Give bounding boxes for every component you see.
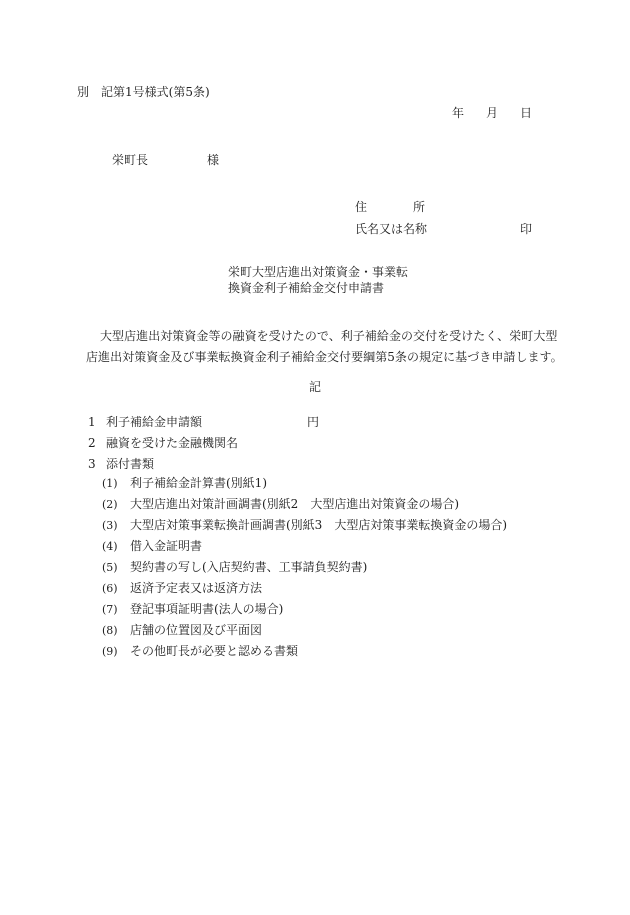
item-text: 融資を受けた金融機関名 bbox=[106, 436, 239, 450]
attachment-item bbox=[102, 477, 267, 491]
name-label: 氏名又は名称 bbox=[355, 222, 428, 236]
attachment-item bbox=[102, 519, 507, 533]
attachment-number: (4) bbox=[102, 540, 118, 553]
item-text: 添付書類 bbox=[106, 457, 155, 471]
attachment-item bbox=[102, 561, 367, 575]
addressee-title: 栄町長 bbox=[112, 153, 149, 167]
document-title-line2: 換資金利子補給金交付申請書 bbox=[228, 281, 385, 295]
attachment-text: 登記事項証明書(法人の場合) bbox=[130, 602, 284, 616]
attachment-text: 大型店対策事業転換計画調書(別紙3 大型店対策事業転換資金の場合) bbox=[130, 518, 508, 532]
attachment-item bbox=[102, 498, 459, 512]
address-label-part2: 所 bbox=[413, 200, 426, 214]
attachment-text: 借入金証明書 bbox=[130, 539, 203, 553]
attachment-item bbox=[102, 603, 283, 617]
seal-mark: 印 bbox=[520, 222, 533, 236]
item-text: 利子補給金申請額 bbox=[106, 415, 203, 429]
attachment-number: (3) bbox=[102, 519, 118, 532]
item-number: 1 bbox=[88, 415, 96, 429]
attachment-text: 店舗の位置図及び平面図 bbox=[130, 623, 263, 637]
date-year-label: 年 bbox=[452, 106, 465, 120]
attachment-item bbox=[102, 645, 298, 659]
attachment-item bbox=[102, 582, 262, 596]
attachment-text: その他町長が必要と認める書類 bbox=[130, 644, 299, 658]
addressee-honorific: 様 bbox=[207, 153, 220, 167]
attachment-number: (9) bbox=[102, 645, 118, 658]
attachment-text: 契約書の写し(入店契約書、工事請負契約書) bbox=[130, 560, 368, 574]
attachment-number: (6) bbox=[102, 582, 118, 595]
item-number: 3 bbox=[88, 457, 96, 471]
item-number: 2 bbox=[88, 436, 96, 450]
date-day-label: 日 bbox=[520, 106, 533, 120]
date-month-label: 月 bbox=[486, 106, 499, 120]
attachment-number: (7) bbox=[102, 603, 118, 616]
document-title-line1: 栄町大型店進出対策資金・事業転 bbox=[228, 265, 409, 279]
attachment-text: 利子補給金計算書(別紙1) bbox=[130, 476, 267, 490]
address-label-part1: 住 bbox=[355, 200, 368, 214]
body-paragraph: 大型店進出対策資金等の融資を受けたので、利子補給金の交付を受けたく、栄町大型店進出対策資金及び事業転換資金利子補給金交付要綱第5条の規定に基づき申請します。 bbox=[86, 329, 563, 364]
attachment-item bbox=[102, 624, 262, 638]
attachment-text: 大型店進出対策計画調書(別紙2 大型店進出対策資金の場合) bbox=[130, 497, 460, 511]
item-unit-yen: 円 bbox=[307, 415, 320, 429]
ki-heading: 記 bbox=[309, 380, 322, 394]
attachment-number: (2) bbox=[102, 498, 118, 511]
form-number: 別 記第1号様式(第5条) bbox=[77, 85, 210, 99]
attachment-number: (1) bbox=[102, 477, 118, 490]
attachment-number: (5) bbox=[102, 561, 118, 574]
attachment-number: (8) bbox=[102, 624, 118, 637]
attachment-item bbox=[102, 540, 202, 554]
attachment-text: 返済予定表又は返済方法 bbox=[130, 581, 263, 595]
